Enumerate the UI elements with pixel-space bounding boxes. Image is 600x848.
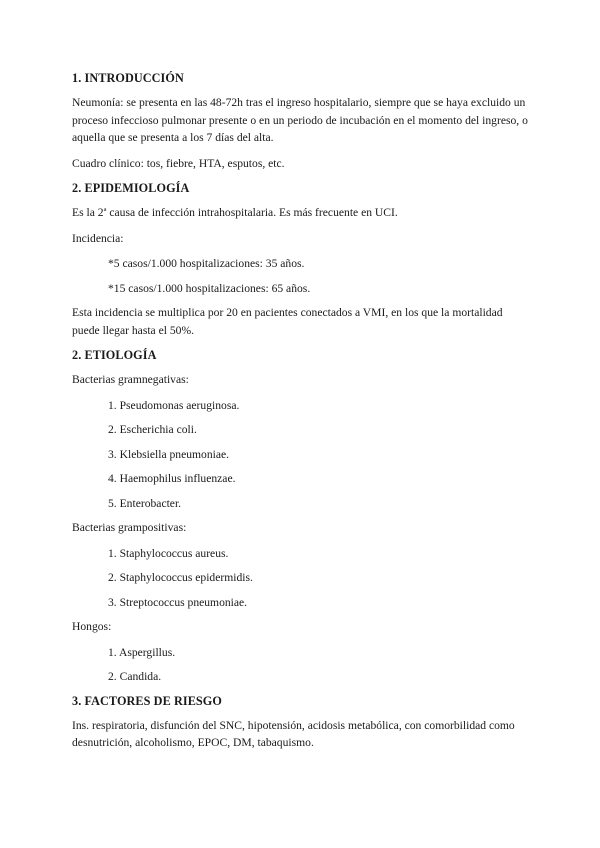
etiology-heading: 2. ETIOLOGÍA — [72, 348, 157, 362]
fungi-label: Hongos: — [72, 620, 112, 633]
list-item: 1. Aspergillus. — [108, 645, 176, 659]
list-item: 3. Klebsiella pneumoniae. — [108, 447, 230, 461]
list-item: 5. Enterobacter. — [108, 496, 182, 510]
list-item: 2. Candida. — [108, 670, 162, 683]
document-page — [72, 70, 530, 760]
intro-paragraph-1: Neumonía: se presenta en las 48-72h tras el ingreso hospitalario, siempre que se haya excluido un proceso infeccioso pulmonar presente o en un periodo de incubación en el momento del ingreso, o aquella que se presenta a los 7 días del alta. — [72, 96, 528, 144]
epidemiology-paragraph-1 — [72, 204, 530, 222]
risk-factors-paragraph: Ins. respiratoria, disfunción del SNC, hipotensión, acidosis metabólica, con comorbilidad como desnutrición, alcoholismo, EPOC, DM, tabaquismo. — [72, 718, 515, 749]
gram-negative-label: Bacterias gramnegativas: — [72, 373, 189, 386]
intro-paragraph-2: Cuadro clínico: tos, fiebre, HTA, esputos, etc. — [72, 156, 285, 170]
incidence-line-2: *15 casos/1.000 hospitalizaciones: 65 años. — [108, 281, 311, 295]
epidemiology-heading: 2. EPIDEMIOLOGÍA — [72, 181, 190, 195]
list-item: 1. Pseudomonas aeruginosa. — [108, 398, 240, 412]
list-item: 1. Staphylococcus aureus. — [108, 546, 229, 560]
incidence-line-1: *5 casos/1.000 hospitalizaciones: 35 años. — [108, 257, 305, 270]
list-item: 4. Haemophilus influenzae. — [108, 472, 236, 485]
risk-factors-heading: 3. FACTORES DE RIESGO — [72, 693, 222, 708]
epidemiology-paragraph-2: Esta incidencia se multiplica por 20 en pacientes conectados a VMI, en los que la mortalidad puede llegar hasta el 50%. — [72, 306, 503, 337]
epidemiology-text-after: causa de infección intrahospitalaria. Es más frecuente en UCI. — [106, 206, 398, 219]
gram-positive-label: Bacterias grampositivas: — [72, 521, 187, 534]
ordinal-superscript: a — [103, 206, 107, 214]
intro-heading: 1. INTRODUCCIÓN — [72, 71, 184, 85]
epidemiology-text-before: Es la 2 — [72, 206, 104, 219]
list-item: 2. Escherichia coli. — [108, 423, 197, 436]
incidence-label: Incidencia: — [72, 231, 124, 245]
list-item: 2. Staphylococcus epidermidis. — [108, 571, 253, 584]
list-item: 3. Streptococcus pneumoniae. — [108, 595, 248, 609]
